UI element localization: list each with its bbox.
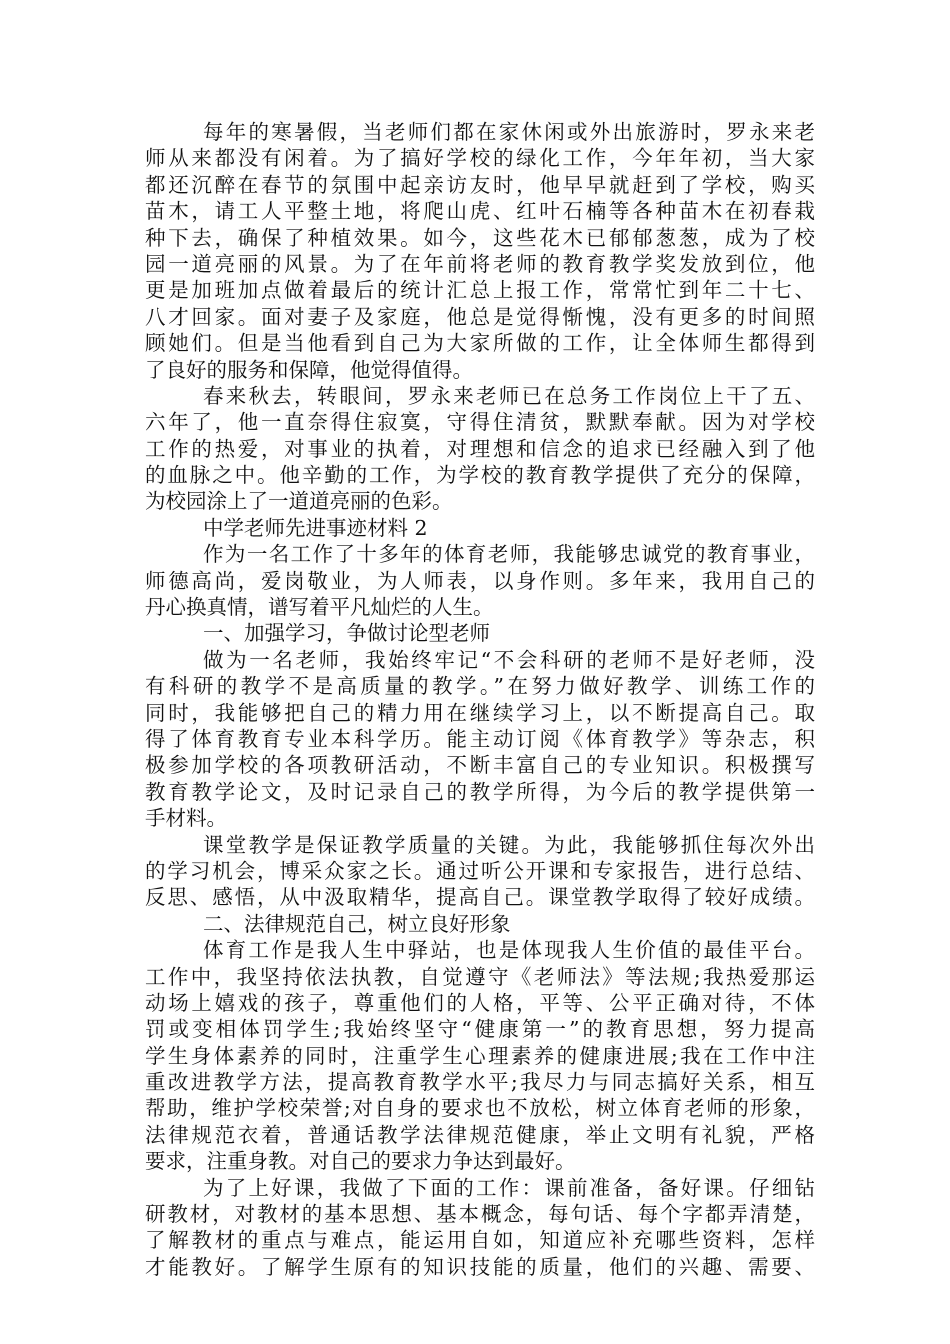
text-line: 的血脉之中。他辛勤的工作，为学校的教育教学提供了充分的保障，: [145, 463, 815, 488]
text-line: 反思、感悟，从中汲取精华，提高自己。课堂教学取得了较好成绩。: [145, 885, 815, 910]
text-line: 罚或变相体罚学生;我始终坚守“健康第一”的教育思想，努力提高: [145, 1017, 815, 1042]
text-line: 研教材，对教材的基本思想、基本概念，每句话、每个字都弄清楚，: [145, 1202, 815, 1227]
text-line: 六年了，他一直奈得住寂寞，守得住清贫，默默奉献。因为对学校: [145, 410, 815, 435]
text-line: 帮助，维护学校荣誉;对自身的要求也不放松，树立体育老师的形象，: [145, 1096, 815, 1121]
text-line: 了解教材的重点与难点，能运用自如，知道应补充哪些资料，怎样: [145, 1228, 815, 1253]
text-line: 工作的热爱，对事业的执着，对理想和信念的追求已经融入到了他: [145, 436, 815, 461]
text-line: 二、法律规范自己，树立良好形象: [203, 911, 511, 936]
text-line: 八才回家。面对妻子及家庭，他总是觉得惭愧，没有更多的时间照: [145, 304, 815, 329]
text-line: 更是加班加点做着最后的统计汇总上报工作，常常忙到年二十七、: [145, 278, 815, 303]
text-line: 极参加学校的各项教研活动，不断丰富自己的专业知识。积极撰写: [145, 753, 815, 778]
text-line: 动场上嬉戏的孩子，尊重他们的人格，平等、公平正确对待，不体: [145, 990, 815, 1015]
text-line: 春来秋去，转眼间，罗永来老师已在总务工作岗位上干了五、: [203, 383, 815, 408]
text-line: 手材料。: [145, 806, 227, 831]
text-line: 种下去，确保了种植效果。如今，这些花木已郁郁葱葱，成为了校: [145, 225, 815, 250]
text-line: 教育教学论文，及时记录自己的教学所得，为今后的教学提供第一: [145, 779, 815, 804]
text-line: 园一道亮丽的风景。为了在年前将老师的教育教学奖发放到位，他: [145, 251, 815, 276]
text-line: 重改进教学方法，提高教育教学水平;我尽力与同志搞好关系，相互: [145, 1070, 815, 1095]
text-line: 做为一名老师，我始终牢记“不会科研的老师不是好老师，没: [203, 647, 815, 672]
text-line: 中学老师先进事迹材料 2: [203, 515, 428, 540]
text-line: 得了体育教育专业本科学历。能主动订阅《体育教学》等杂志，积: [145, 726, 815, 751]
text-line: 为校园涂上了一道道亮丽的色彩。: [145, 489, 453, 514]
text-line: 工作中，我坚持依法执教，自觉遵守《老师法》等法规;我热爱那运: [145, 964, 815, 989]
text-line: 了良好的服务和保障，他觉得值得。: [145, 357, 473, 382]
text-line: 体育工作是我人生中驿站，也是体现我人生价值的最佳平台。: [203, 938, 815, 963]
text-line: 课堂教学是保证教学质量的关键。为此，我能够抓住每次外出: [203, 832, 815, 857]
text-line: 顾她们。但是当他看到自己为大家所做的工作，让全体师生都得到: [145, 331, 815, 356]
text-line: 为了上好课，我做了下面的工作：课前准备，备好课。仔细钻: [203, 1175, 815, 1200]
text-line: 苗木，请工人平整土地，将爬山虎、红叶石楠等各种苗木在初春栽: [145, 199, 815, 224]
text-line: 每年的寒暑假，当老师们都在家休闲或外出旅游时，罗永来老: [203, 120, 815, 144]
text-line: 师从来都没有闲着。为了搞好学校的绿化工作，今年年初，当大家: [145, 146, 815, 171]
text-line: 有科研的教学不是高质量的教学。”在努力做好教学、训练工作的: [145, 674, 815, 699]
text-line: 一、加强学习，争做讨论型老师: [203, 621, 490, 646]
text-line: 法律规范衣着，普通话教学法律规范健康，举止文明有礼貌，严格: [145, 1122, 815, 1147]
text-line: 同时，我能够把自己的精力用在继续学习上，以不断提高自己。取: [145, 700, 815, 725]
document-body: [145, 119, 815, 1280]
text-line: 师德高尚，爱岗敬业，为人师表，以身作则。多年来，我用自己的: [145, 568, 815, 593]
text-line: 丹心换真情，谱写着平凡灿烂的人生。: [145, 595, 494, 620]
text-line: 要求，注重身教。对自己的要求力争达到最好。: [145, 1149, 576, 1174]
text-line: 作为一名工作了十多年的体育老师，我能够忠诚党的教育事业，: [203, 542, 815, 567]
text-line: 学生身体素养的同时，注重学生心理素养的健康进展;我在工作中注: [145, 1043, 815, 1068]
text-line: 都还沉醉在春节的氛围中起亲访友时，他早早就赶到了学校，购买: [145, 172, 815, 197]
text-line: 的学习机会，博采众家之长。通过听公开课和专家报告，进行总结、: [145, 858, 815, 883]
text-line: 才能教好。了解学生原有的知识技能的质量，他们的兴趣、需要、: [145, 1254, 815, 1279]
